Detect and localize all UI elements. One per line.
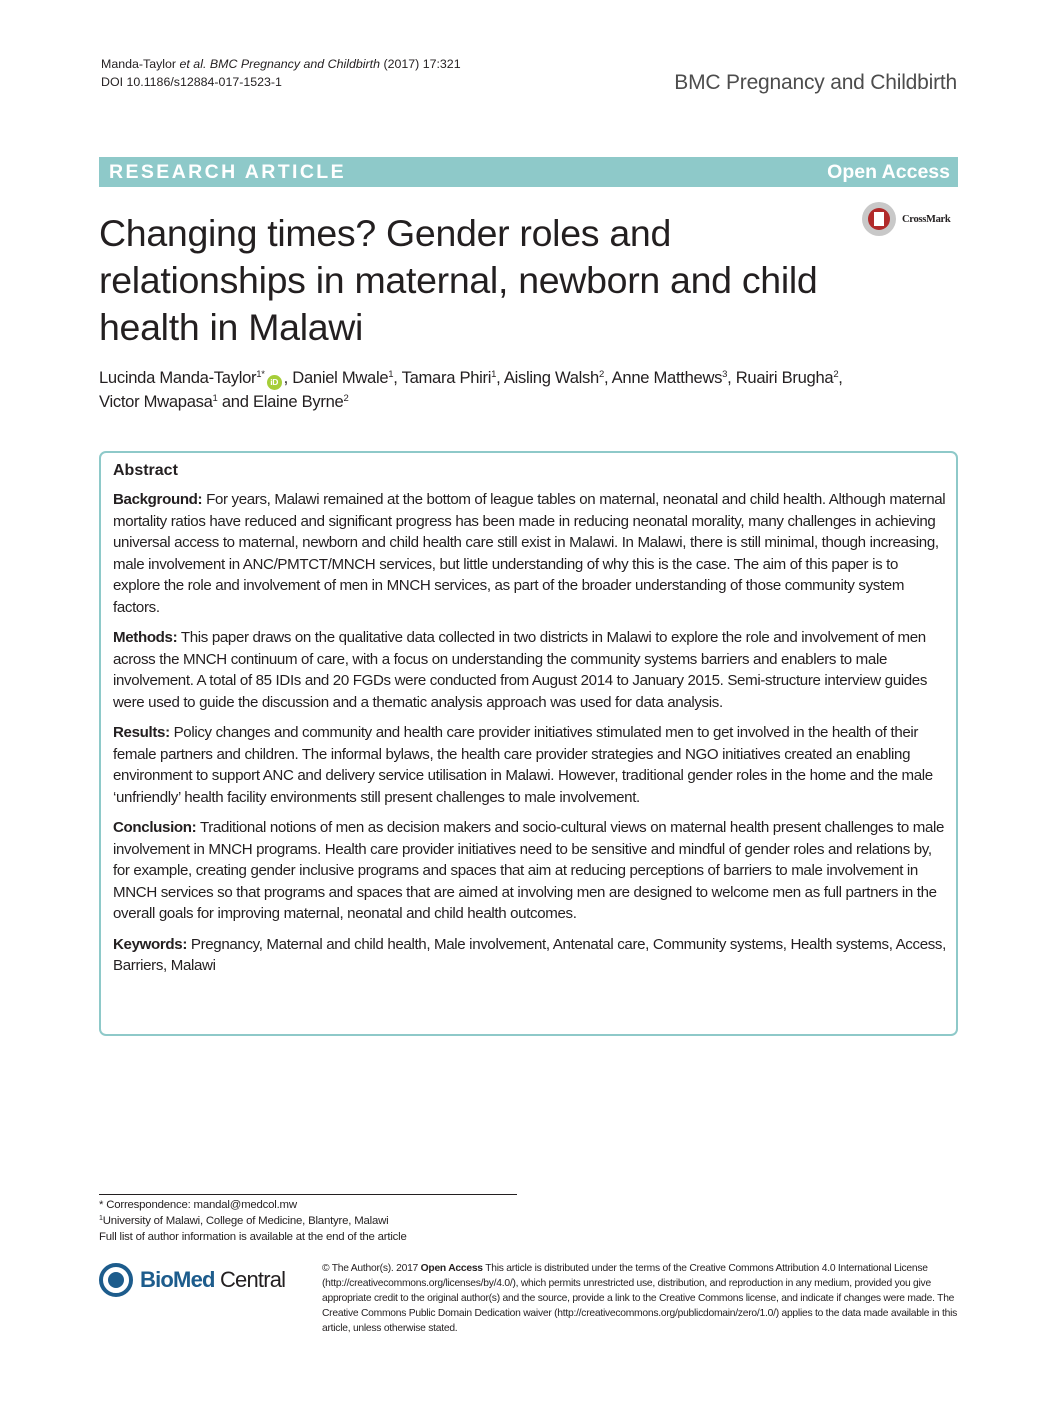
keywords-label: Keywords: — [113, 935, 188, 953]
license-statement — [322, 1261, 962, 1336]
author-affiliation: 3 — [722, 369, 728, 380]
author-name[interactable]: Elaine Byrne — [252, 392, 344, 411]
author-name[interactable]: Lucinda Manda-Taylor — [99, 368, 257, 387]
abstract-conclusion — [113, 817, 946, 925]
author-name[interactable]: Daniel Mwale — [292, 368, 389, 387]
background-text: For years, Malawi remained at the bottom of league tables on maternal, neonatal and child health. Although maternal mortality ratios have reduced and significant progress has been made in reducing neonatal morality, many challenges in achieving universal access to maternal, newborn and child health care still exist in Malawi. In Malawi, there is still minimal, though increasing, male involvement in ANC/PMTCT/MNCH services, but little understanding of why this is the case. The aim of this paper is to explore the role and involvement of men in MNCH services, as part of the broader understanding of those community system factors. — [113, 491, 946, 616]
author-affiliation: 1* — [256, 369, 265, 380]
conclusion-text: Traditional notions of men as decision makers and socio-cultural views on maternal health present challenges to male involvement in MNCH programs. Health care provider initiatives need to be sensitive and mindful of gender roles and relations by, for example, creating gender inclusive programs and spaces that aim at reducing perceptions of barriers to male involvement in MNCH services so that programs and spaces that are aimed at involving men are designed to welcome men as full partners in the overall goals for improving maternal, neonatal and child health outcomes. — [113, 819, 945, 922]
citation-year-volume: (2017) 17:321 — [383, 57, 461, 71]
author-name[interactable]: Ruairi Brugha — [735, 368, 834, 387]
open-access-note: Open Access — [420, 1263, 483, 1274]
publisher-name-part1: BioMed — [140, 1267, 215, 1292]
background-label: Background: — [113, 491, 203, 508]
affiliation-number: 1 — [99, 1215, 103, 1222]
abstract-keywords — [113, 934, 946, 977]
author-name[interactable]: Anne Matthews — [611, 368, 723, 387]
article-title: Changing times? Gender roles and relationships in maternal, newborn and child health in Malawi — [99, 212, 818, 348]
abstract-box — [99, 451, 958, 1036]
orcid-icon[interactable]: iD — [267, 375, 282, 390]
methods-text: This paper draws on the qualitative data collected in two districts in Malawi to explore the role and involvement of men across the MNCH continuum of care, with a focus on understanding the community systems barriers and enablers to male involvement. A total of 85 IDIs and 20 FGDs were conducted from August 2014 to January 2015. Semi-structure interview guides were used to guide the discussion and a thematic analysis approach was used for data analysis. — [113, 629, 928, 711]
author-affiliation: 2 — [598, 369, 604, 380]
crossmark-badge[interactable] — [862, 202, 962, 238]
author-conjunction: and — [221, 392, 249, 411]
publisher-name-part2: Central — [214, 1267, 286, 1292]
results-text: Policy changes and community and health care provider initiatives stimulated men to get involved in the health of their female partners and children. The informal bylaws, the health care provider strategies and NGO initiatives created an enabling environment to support ANC and delivery service utilisation in Malawi. However, traditional gender roles in the home and the male ‘unfriendly’ health facility environments still present challenges to male involvement. — [113, 724, 933, 806]
correspondence-note[interactable]: * Correspondence: mandal@medcol.mw — [99, 1199, 297, 1211]
abstract-heading: Abstract — [113, 462, 178, 479]
author-affiliation: 1 — [388, 369, 394, 380]
citation-line — [101, 55, 461, 91]
methods-label: Methods: — [113, 629, 178, 646]
author-name[interactable]: Victor Mwapasa — [99, 392, 213, 411]
author-name[interactable]: Tamara Phiri — [401, 368, 492, 387]
author-info-note: Full list of author information is available at the end of the article — [99, 1231, 407, 1243]
citation-journal: BMC Pregnancy and Childbirth — [209, 57, 380, 71]
citation-etal: et al. — [179, 57, 207, 71]
doi[interactable]: DOI 10.1186/s12884-017-1523-1 — [101, 75, 282, 89]
journal-name: BMC Pregnancy and Childbirth — [674, 71, 957, 94]
article-type-label: RESEARCH ARTICLE — [109, 161, 347, 183]
abstract-results — [113, 722, 946, 808]
author-affiliation: 1 — [212, 393, 218, 404]
biomed-central-logo[interactable] — [99, 1263, 309, 1299]
keywords-text: Pregnancy, Maternal and child health, Male involvement, Antenatal care, Community systems, Health systems, Access, Barriers, Malawi — [113, 935, 946, 974]
publisher-name — [140, 1267, 285, 1293]
abstract-background — [113, 489, 946, 618]
author-list: Lucinda Manda-Taylor$^{1*}$iD , Daniel Mwale$^1$, Tamara Phiri$^1$, Aisling Walsh$^2$, Anne Matthews$^3$, Ruairi Brugha$^2$, Victor Mwapasa$^1$ and Elaine Byrne$^2$ — [99, 368, 843, 411]
author-affiliation: 2 — [343, 393, 349, 404]
author-name[interactable]: Aisling Walsh — [503, 368, 599, 387]
license-text: This article is distributed under the terms of the Creative Commons Attribution 4.0 International License (http://creativecommons.org/licenses/by/4.0/), which permits unrestricted use, distribution, and reproduction in any medium, provided you give appropriate credit to the original author(s) and the source, provide a link to the Creative Commons license, and indicate if changes were made. The Creative Commons Public Domain Dedication waiver (http://creativecommons.org/publicdomain/zero/1.0/) applies to the data made available in this article, unless otherwise stated. — [322, 1263, 958, 1334]
crossmark-icon-bookmark — [874, 212, 884, 226]
open-access-label: Open Access — [827, 161, 950, 183]
article-type-banner — [99, 157, 958, 187]
copyright-prefix: © The Author(s). 2017 — [322, 1263, 419, 1274]
author-affiliation: 1 — [491, 369, 497, 380]
abstract-methods — [113, 627, 946, 713]
affiliation-text: University of Malawi, College of Medicine, Blantyre, Malawi — [102, 1215, 389, 1227]
citation-authors: Manda-Taylor — [101, 57, 177, 71]
conclusion-label: Conclusion: — [113, 819, 197, 836]
crossmark-label: CrossMark — [902, 214, 951, 225]
footnote-divider — [99, 1194, 517, 1195]
affiliation-note — [99, 1214, 388, 1229]
results-label: Results: — [113, 724, 170, 741]
author-affiliation: 2 — [833, 369, 839, 380]
biomed-central-icon-center — [108, 1272, 124, 1288]
